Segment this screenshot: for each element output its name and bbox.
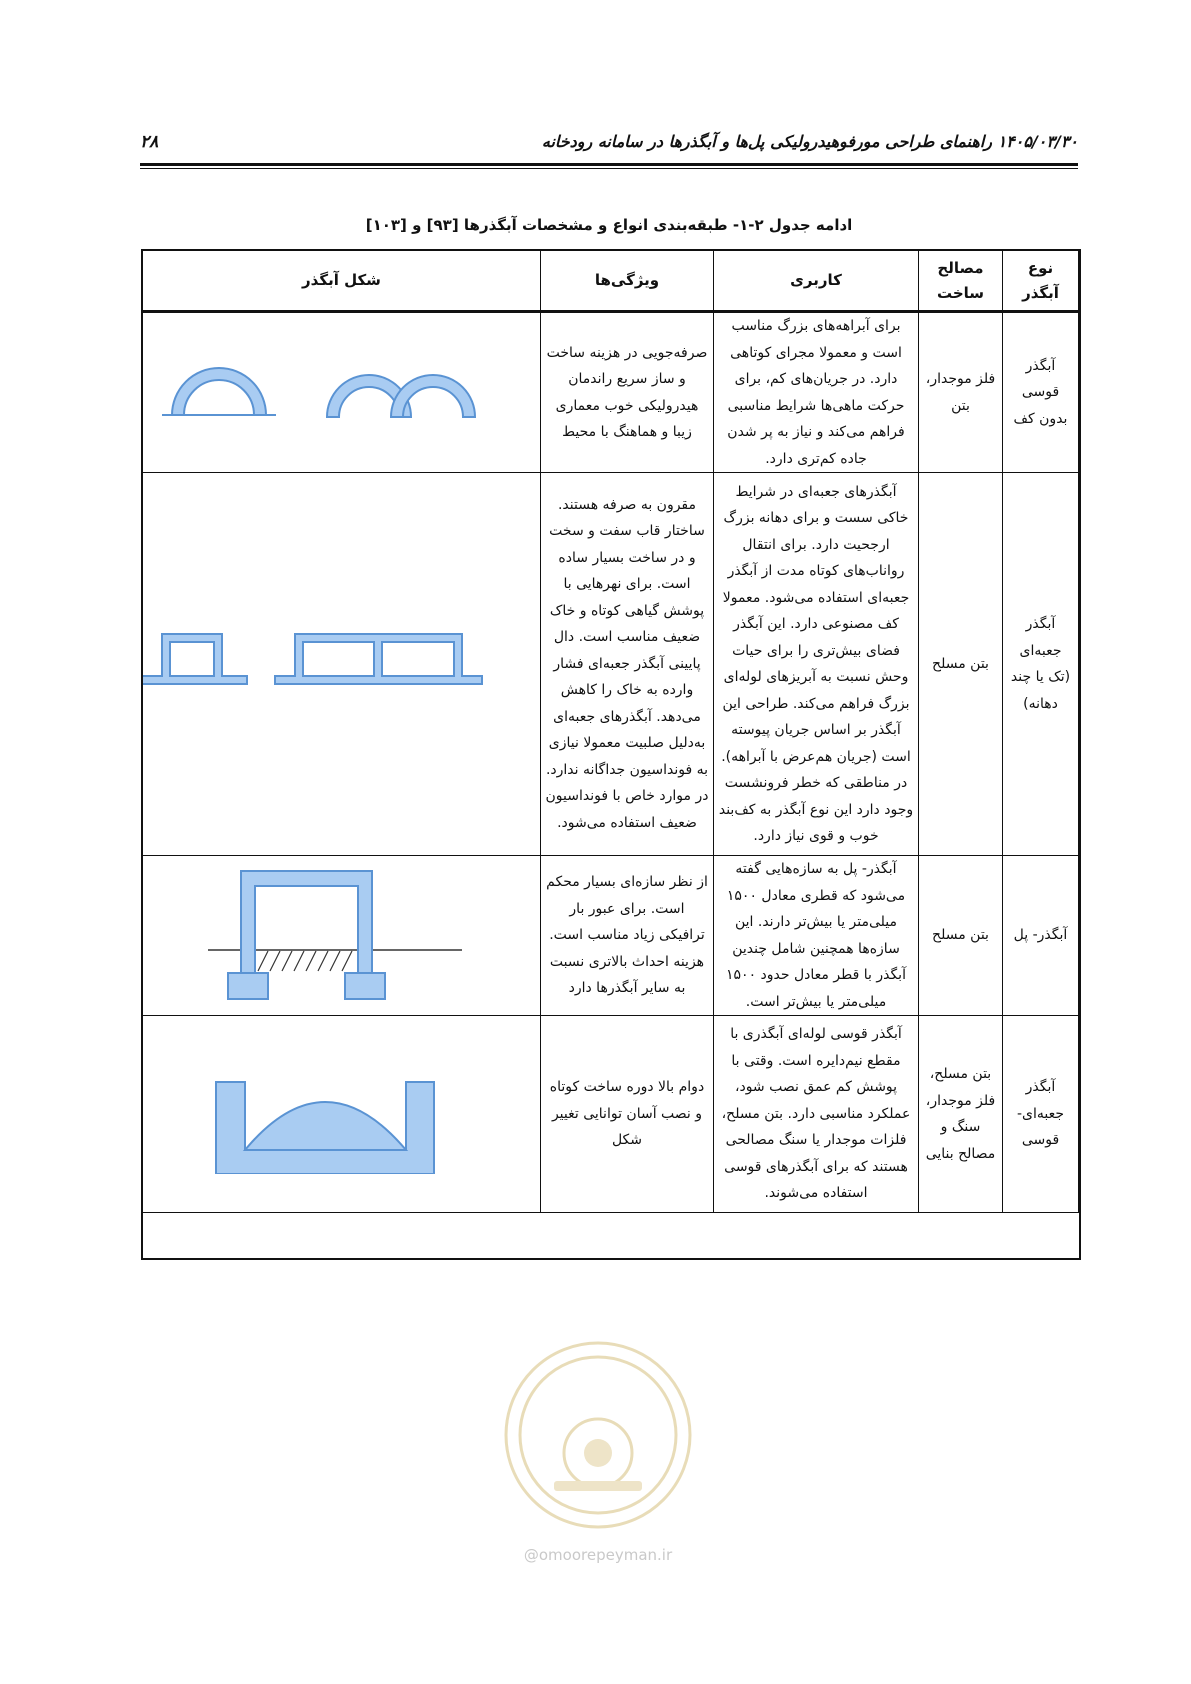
- cell-type: آبگذر- پل: [1003, 856, 1079, 1016]
- bridge-frame-shape: [241, 871, 372, 977]
- table-row: [143, 856, 1079, 1016]
- header-rule: [140, 163, 1078, 166]
- table-caption: ادامه جدول ۲-۱- طبقه‌بندی انواع و مشخصات آبگذرها [۹۳] و [۱۰۳]: [365, 216, 853, 234]
- single-arch-shape: [162, 368, 276, 415]
- table-row: [143, 1016, 1079, 1213]
- page-header: [140, 128, 1078, 156]
- single-box-shape: [142, 634, 247, 684]
- cell-usage: آبگذرهای جعبه‌ای در شرایط خاکی سست و برای دهانه بزرگ ارجحیت دارد. برای انتقال رواناب‌های کوتاه مدت از آبگذر جعبه‌ای استفاده می‌شود. معمولا کف مصنوعی دارد. این آبگذر فضای بیش‌تری را برای حیات وحش نسبت به آبریزهای لوله‌ای بزرگ فراهم می‌کند. طراحی این آبگذر بر اساس جریان پیوسته است (جریان هم‌عرض با آبراهه). در مناطقی که خطر فرونشست وجود دارد این نوع آبگذر به کف‌بند خوب و قوی نیاز دارد.: [714, 473, 919, 856]
- cell-features: صرفه‌جویی در هزینه ساخت و ساز سریع راندمان هیدرولیکی خوب معماری زیبا و هماهنگ با محیط: [541, 312, 714, 473]
- table-header-row: [143, 251, 1079, 312]
- cell-material: فلز موجدار، بتن: [919, 312, 1003, 473]
- header-type: نوع آبگذر: [1003, 251, 1079, 312]
- omoor-peyman-stamp-icon: [498, 1335, 698, 1535]
- cell-material: بتن مسلح، فلز موجدار، سنگ و مصالح بنایی: [919, 1016, 1003, 1213]
- cell-usage: برای آبراهه‌های بزرگ مناسب است و معمولا مجرای کوتاهی دارد. در جریان‌های کم، برای حرکت ماهی‌ها شرایط مناسبی فراهم می‌کند و نیاز به پر شدن جاده کم‌تری دارد.: [714, 312, 919, 473]
- arch-cover-shape: [245, 1102, 406, 1150]
- bridge-footing-right: [345, 973, 385, 999]
- culvert-classification-table: [142, 250, 1079, 1213]
- header-usage: کاربری: [714, 251, 919, 312]
- page-number: ۲۸: [140, 132, 159, 152]
- double-arch-shape: [327, 375, 475, 417]
- double-box-shape: [275, 634, 482, 684]
- cell-shape: [143, 473, 541, 856]
- cell-features: مقرون به صرفه هستند. ساختار قاب سفت و سخت و در ساخت بسیار ساده است. برای نهرهایی با پوشش گیاهی کوتاه و خاک ضعیف مناسب است. دال پایینی آبگذر جعبه‌ای فشار وارده به خاک را کاهش می‌دهد. آبگذرهای جعبه‌ای به‌دلیل صلبیت معمولا نیازی به فونداسیون جداگانه ندارد. در موارد خاص با فونداسیون ضعیف استفاده می‌شود.: [541, 473, 714, 856]
- bridge-footing-left: [228, 973, 268, 999]
- cell-features: دوام بالا دوره ساخت کوتاه و نصب آسان توانایی تغییر شکل: [541, 1016, 714, 1213]
- cell-type: آبگذر قوسی بدون کف: [1003, 312, 1079, 473]
- box-arch-culvert-icon: [142, 1054, 540, 1174]
- watermark-url: @omoorepeyman.ir: [523, 1546, 673, 1564]
- arch-culvert-no-floor-icon: [147, 353, 537, 433]
- cell-shape: [143, 856, 541, 1016]
- header-features: ویژگی‌ها: [541, 251, 714, 312]
- header-title: ۱۴۰۵/۰۳/۳۰ راهنمای طراحی مورفوهیدرولیکی پل‌ها و آبگذرها در سامانه رودخانه: [541, 132, 1078, 151]
- header-shape: شکل آبگذر: [143, 251, 541, 312]
- header-material: مصالح ساخت: [919, 251, 1003, 312]
- ground-hatching: [258, 951, 352, 971]
- cell-type: آبگذر جعبه‌ای (تک یا چند دهانه): [1003, 473, 1079, 856]
- cell-material: بتن مسلح: [919, 473, 1003, 856]
- table-row: [143, 473, 1079, 856]
- header-rule-thin: [140, 168, 1078, 169]
- table-row: [143, 312, 1079, 473]
- cell-type: آبگذر جعبه‌ای- قوسی: [1003, 1016, 1079, 1213]
- cell-shape: [143, 1016, 541, 1213]
- cell-shape: [143, 312, 541, 473]
- cell-features: از نظر سازه‌ای بسیار محکم است. برای عبور بار ترافیکی زیاد مناسب است. هزینه احداث بالاتری نسبت به سایر آبگذرها دارد: [541, 856, 714, 1016]
- cell-usage: آبگذر- پل به سازه‌هایی گفته می‌شود که قطری معادل ۱۵۰۰ میلی‌متر یا بیش‌تر دارند. این سازه‌ها همچنین شامل چندین آبگذر با قطر معادل حدود ۱۵۰۰ میلی‌متر یا بیش‌تر است.: [714, 856, 919, 1016]
- cell-usage: آبگذر قوسی لوله‌ای آبگذری با مقطع نیم‌دایره است. وقتی با پوشش کم عمق نصب شود، عملکرد مناسبی دارد. بتن مسلح، فلزات موجدار یا سنگ مصالحی هستند که برای آبگذرهای قوسی استفاده می‌شوند.: [714, 1016, 919, 1213]
- box-culvert-icon: [142, 624, 540, 704]
- bridge-culvert-icon: [142, 861, 540, 1011]
- cell-material: بتن مسلح: [919, 856, 1003, 1016]
